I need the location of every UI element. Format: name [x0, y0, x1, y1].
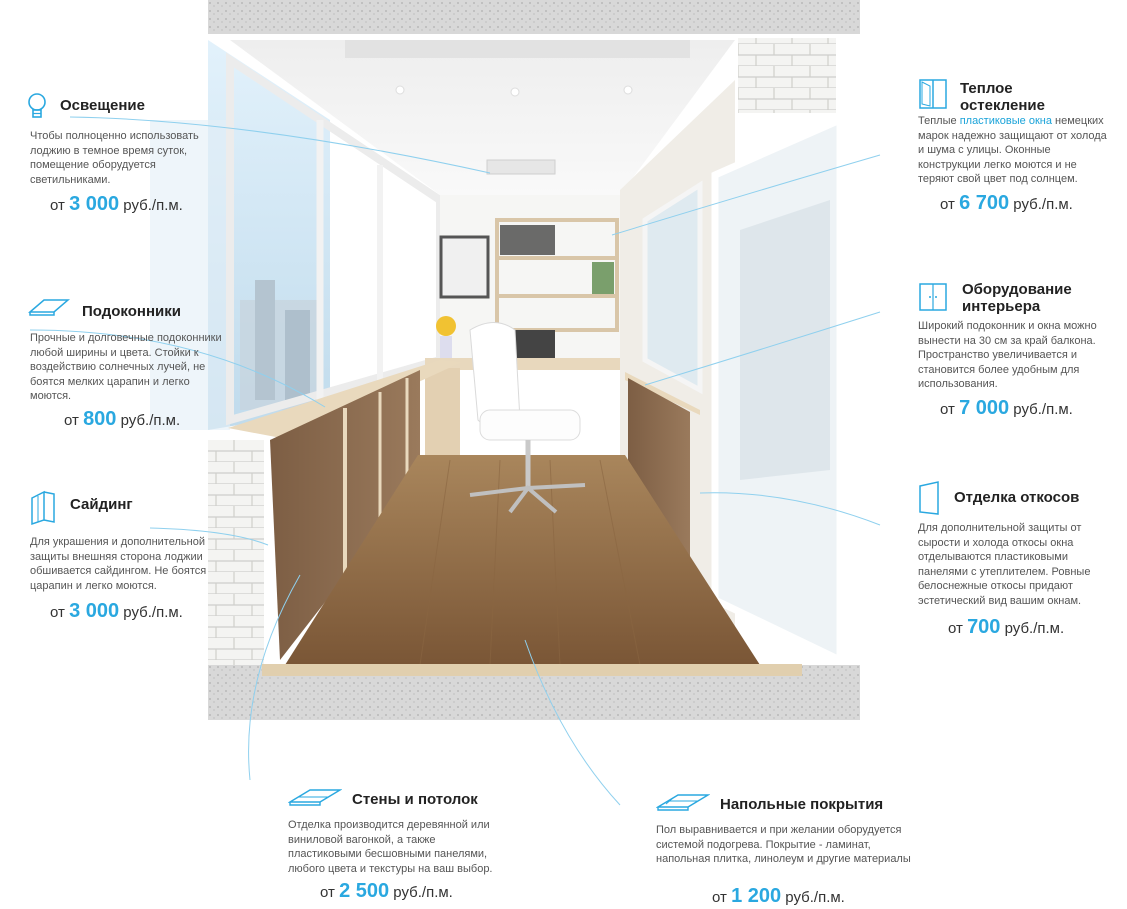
lighting-description-block: [30, 129, 205, 187]
floor-planks-icon: [656, 793, 710, 811]
lighting-price: [50, 193, 183, 216]
walls-price: [320, 880, 453, 903]
glazing-price: [940, 192, 1073, 215]
floor-price: [712, 885, 845, 908]
lighting-title: Освещение: [60, 97, 145, 114]
glazing-price-value: 6 700: [959, 192, 1010, 214]
glazing-desc-post: немецких марок надежно защищают от холода и шума с улицы. Оконные конструкции легко моются и не теряют свой цвет под солнцем.: [918, 115, 1107, 185]
floor-description: Пол выравнивается и при желании оборудуется системой подогрева. Покрытие - ламинат, напольная плитка, линолеум и другие материалы: [656, 824, 911, 865]
interior-title-line2: интерьера: [962, 298, 1041, 315]
interior-description-block: [918, 319, 1113, 392]
siding-price-prefix: от: [50, 604, 65, 621]
feature-lighting: [60, 97, 230, 114]
slopes-title: Отделка откосов: [954, 489, 1080, 506]
interior-title-line1: Оборудование: [962, 281, 1072, 298]
feature-walls: [352, 791, 532, 808]
sills-price: [64, 408, 180, 431]
feature-siding: [70, 496, 210, 513]
interior-price-prefix: от: [940, 401, 955, 418]
walls-price-value: 2 500: [339, 880, 390, 902]
siding-price-unit: руб./п.м.: [123, 604, 183, 621]
lighting-price-prefix: от: [50, 197, 65, 214]
walls-description: Отделка производится деревянной или виниловой вагонкой, а также пластиковыми бесшовными панелями, любого цвета и текстуры на ваш выбор.: [288, 819, 493, 875]
windowsill-icon: [28, 298, 70, 316]
wall-panels-icon: [288, 788, 342, 806]
slopes-description-block: [918, 521, 1113, 608]
plastic-windows-link[interactable]: пластиковые окна: [959, 115, 1052, 127]
floor-price-value: 1 200: [731, 885, 782, 907]
glazing-title-line2: остекление: [960, 97, 1045, 114]
siding-description: Для украшения и дополнительной защиты внешняя сторона лоджии обшивается сайдингом. Не боятся царапин и легко моются.: [30, 536, 207, 592]
siding-icon: [30, 490, 56, 526]
floor-price-unit: руб./п.м.: [785, 889, 845, 906]
glazing-title-line1: Теплое: [960, 80, 1013, 97]
glazing-description-block: [918, 114, 1113, 187]
sills-description: Прочные и долговечные подоконники любой ширины и цвета. Стойки к воздействию солнечных лучей, не боятся мелких царапин и легко моются.: [30, 332, 222, 402]
floor-description-block: [656, 823, 916, 867]
walls-description-block: [288, 818, 498, 876]
sills-description-block: [30, 331, 228, 404]
walls-price-prefix: от: [320, 884, 335, 901]
siding-price-value: 3 000: [69, 600, 120, 622]
panel-icon: [918, 480, 942, 516]
lighting-description: Чтобы полноценно использовать лоджию в темное время суток, помещение оборудуется светильниками.: [30, 130, 199, 186]
feature-slopes: [954, 489, 1114, 506]
siding-title: Сайдинг: [70, 496, 133, 513]
lightbulb-icon: [26, 92, 48, 120]
interior-description: Широкий подоконник и окна можно вынести на 30 см за край балкона. Пространство увеличивается и становится более удобным для использования.: [918, 320, 1097, 390]
feature-glazing: [960, 80, 1100, 114]
interior-price: [940, 397, 1073, 420]
glazing-price-prefix: от: [940, 196, 955, 213]
lighting-price-unit: руб./п.м.: [123, 197, 183, 214]
floor-title: Напольные покрытия: [720, 796, 884, 813]
sills-title: Подоконники: [82, 303, 181, 320]
glazing-price-unit: руб./п.м.: [1013, 196, 1073, 213]
interior-price-value: 7 000: [959, 397, 1010, 419]
siding-price: [50, 600, 183, 623]
slopes-price-unit: руб./п.м.: [1004, 620, 1065, 637]
feature-sills: [82, 303, 232, 320]
sills-price-prefix: от: [64, 412, 79, 429]
walls-title: Стены и потолок: [352, 791, 478, 808]
interior-price-unit: руб./п.м.: [1013, 401, 1073, 418]
glazing-description: [918, 114, 1113, 187]
slopes-description: Для дополнительной защиты от сырости и холода откосы окна отделываются пластиковыми панелями с утеплителем. Ровные белоснежные откосы придают эстетический вид вашим окнам.: [918, 522, 1091, 607]
window-icon: [918, 78, 948, 110]
slopes-price: [948, 616, 1064, 639]
feature-floor: [720, 796, 920, 813]
lighting-price-value: 3 000: [69, 193, 120, 215]
siding-description-block: [30, 535, 210, 593]
glazing-desc-pre: Теплые: [918, 115, 957, 127]
feature-interior: [962, 281, 1112, 315]
sills-price-unit: руб./п.м.: [120, 412, 181, 429]
floor-price-prefix: от: [712, 889, 727, 906]
walls-price-unit: руб./п.м.: [393, 884, 453, 901]
wardrobe-icon: [918, 282, 948, 312]
slopes-price-prefix: от: [948, 620, 963, 637]
slopes-price-value: 700: [967, 616, 1001, 638]
sills-price-value: 800: [83, 408, 117, 430]
